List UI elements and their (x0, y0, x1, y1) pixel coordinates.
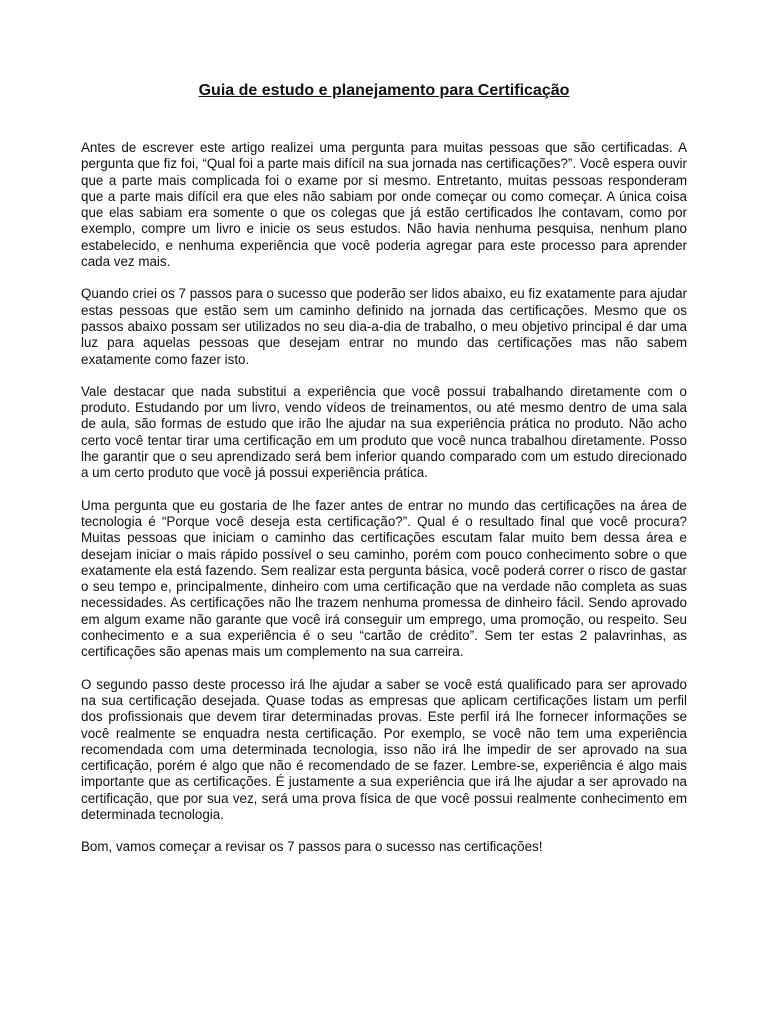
document-title: Guia de estudo e planejamento para Certificação (198, 82, 570, 99)
paragraph-1: Antes de escrever este artigo realizei uma pergunta para muitas pessoas que são certificadas. A pergunta que fiz foi, “Qual foi a parte mais difícil na sua jornada nas certificações?”. Você espera ouvir que a parte mais complicada foi o exame por si mesmo. Entretanto, muitas pessoas responderam que a parte mais difícil era que eles não sabiam por onde começar ou como começar. A única coisa que elas sabiam era somente o que os colegas que já estão certificados lhe contavam, como por exemplo, compre um livro e inicie os seus estudos. Não havia nenhuma pesquisa, nenhum plano estabelecido, e nenhuma experiência que você poderia agregar para este processo para aprender cada vez mais. (81, 140, 687, 270)
paragraph-5: O segundo passo deste processo irá lhe ajudar a saber se você está qualificado para ser aprovado na sua certificação desejada. Quase todas as empresas que aplicam certificações listam um perfil dos profissionais que devem tirar determinadas provas. Este perfil irá lhe fornecer informações se você realmente se enquadra nesta certificação. Por exemplo, se você não tem uma experiência recomendada com uma determinada tecnologia, isso não irá lhe impedir de ser aprovado na sua certificação, porém é algo que não é recomendado de se fazer. Lembre-se, experiência é algo mais importante que as certificações. É justamente a sua experiência que irá lhe ajudar a ser aprovado na certificação, que por sua vez, será uma prova física de que você possui realmente conhecimento em determinada tecnologia. (81, 676, 687, 822)
paragraph-4: Uma pergunta que eu gostaria de lhe fazer antes de entrar no mundo das certificações na área de tecnologia é “Porque você deseja esta certificação?”. Qual é o resultado final que você procura? Muitas pessoas que iniciam o caminho das certificações escutam falar muito bem dessa área e desejam iniciar o mais rápido possível o seu caminho, porém com pouco conhecimento sobre o que exatamente ela está fazendo. Sem realizar esta pergunta básica, você poderá correr o risco de gastar o seu tempo e, principalmente, dinheiro com uma certificação que na verdade não completa as suas necessidades. As certificações não lhe trazem nenhuma promessa de dinheiro fácil. Sendo aprovado em algum exame não garante que você irá conseguir um emprego, uma promoção, ou respeito. Seu conhecimento e a sua experiência é o seu “cartão de crédito”. Sem ter estas 2 palavrinhas, as certificações são apenas mais um complemento na sua carreira. (81, 497, 687, 660)
document-page (81, 81, 687, 872)
paragraph-2: Quando criei os 7 passos para o sucesso que poderão ser lidos abaixo, eu fiz exatamente para ajudar estas pessoas que estão sem um caminho definido na jornada das certificações. Mesmo que os passos abaixo possam ser utilizados no seu dia-a-dia de trabalho, o meu objetivo principal é dar uma luz para aquelas pessoas que desejam entrar no mundo das certificações mas não sabem exatamente como fazer isto. (81, 286, 687, 367)
paragraph-6: Bom, vamos começar a revisar os 7 passos para o sucesso nas certificações! (81, 839, 543, 855)
paragraph-3: Vale destacar que nada substitui a experiência que você possui trabalhando diretamente com o produto. Estudando por um livro, vendo vídeos de treinamentos, ou até mesmo dentro de uma sala de aula, são formas de estudo que irão lhe ajudar na sua experiência prática no produto. Não acho certo você tentar tirar uma certificação em um produto que você nunca trabalhou diretamente. Posso lhe garantir que o seu aprendizado será bem inferior quando comparado com um estudo direcionado a um certo produto que você já possui experiência prática. (81, 383, 687, 481)
